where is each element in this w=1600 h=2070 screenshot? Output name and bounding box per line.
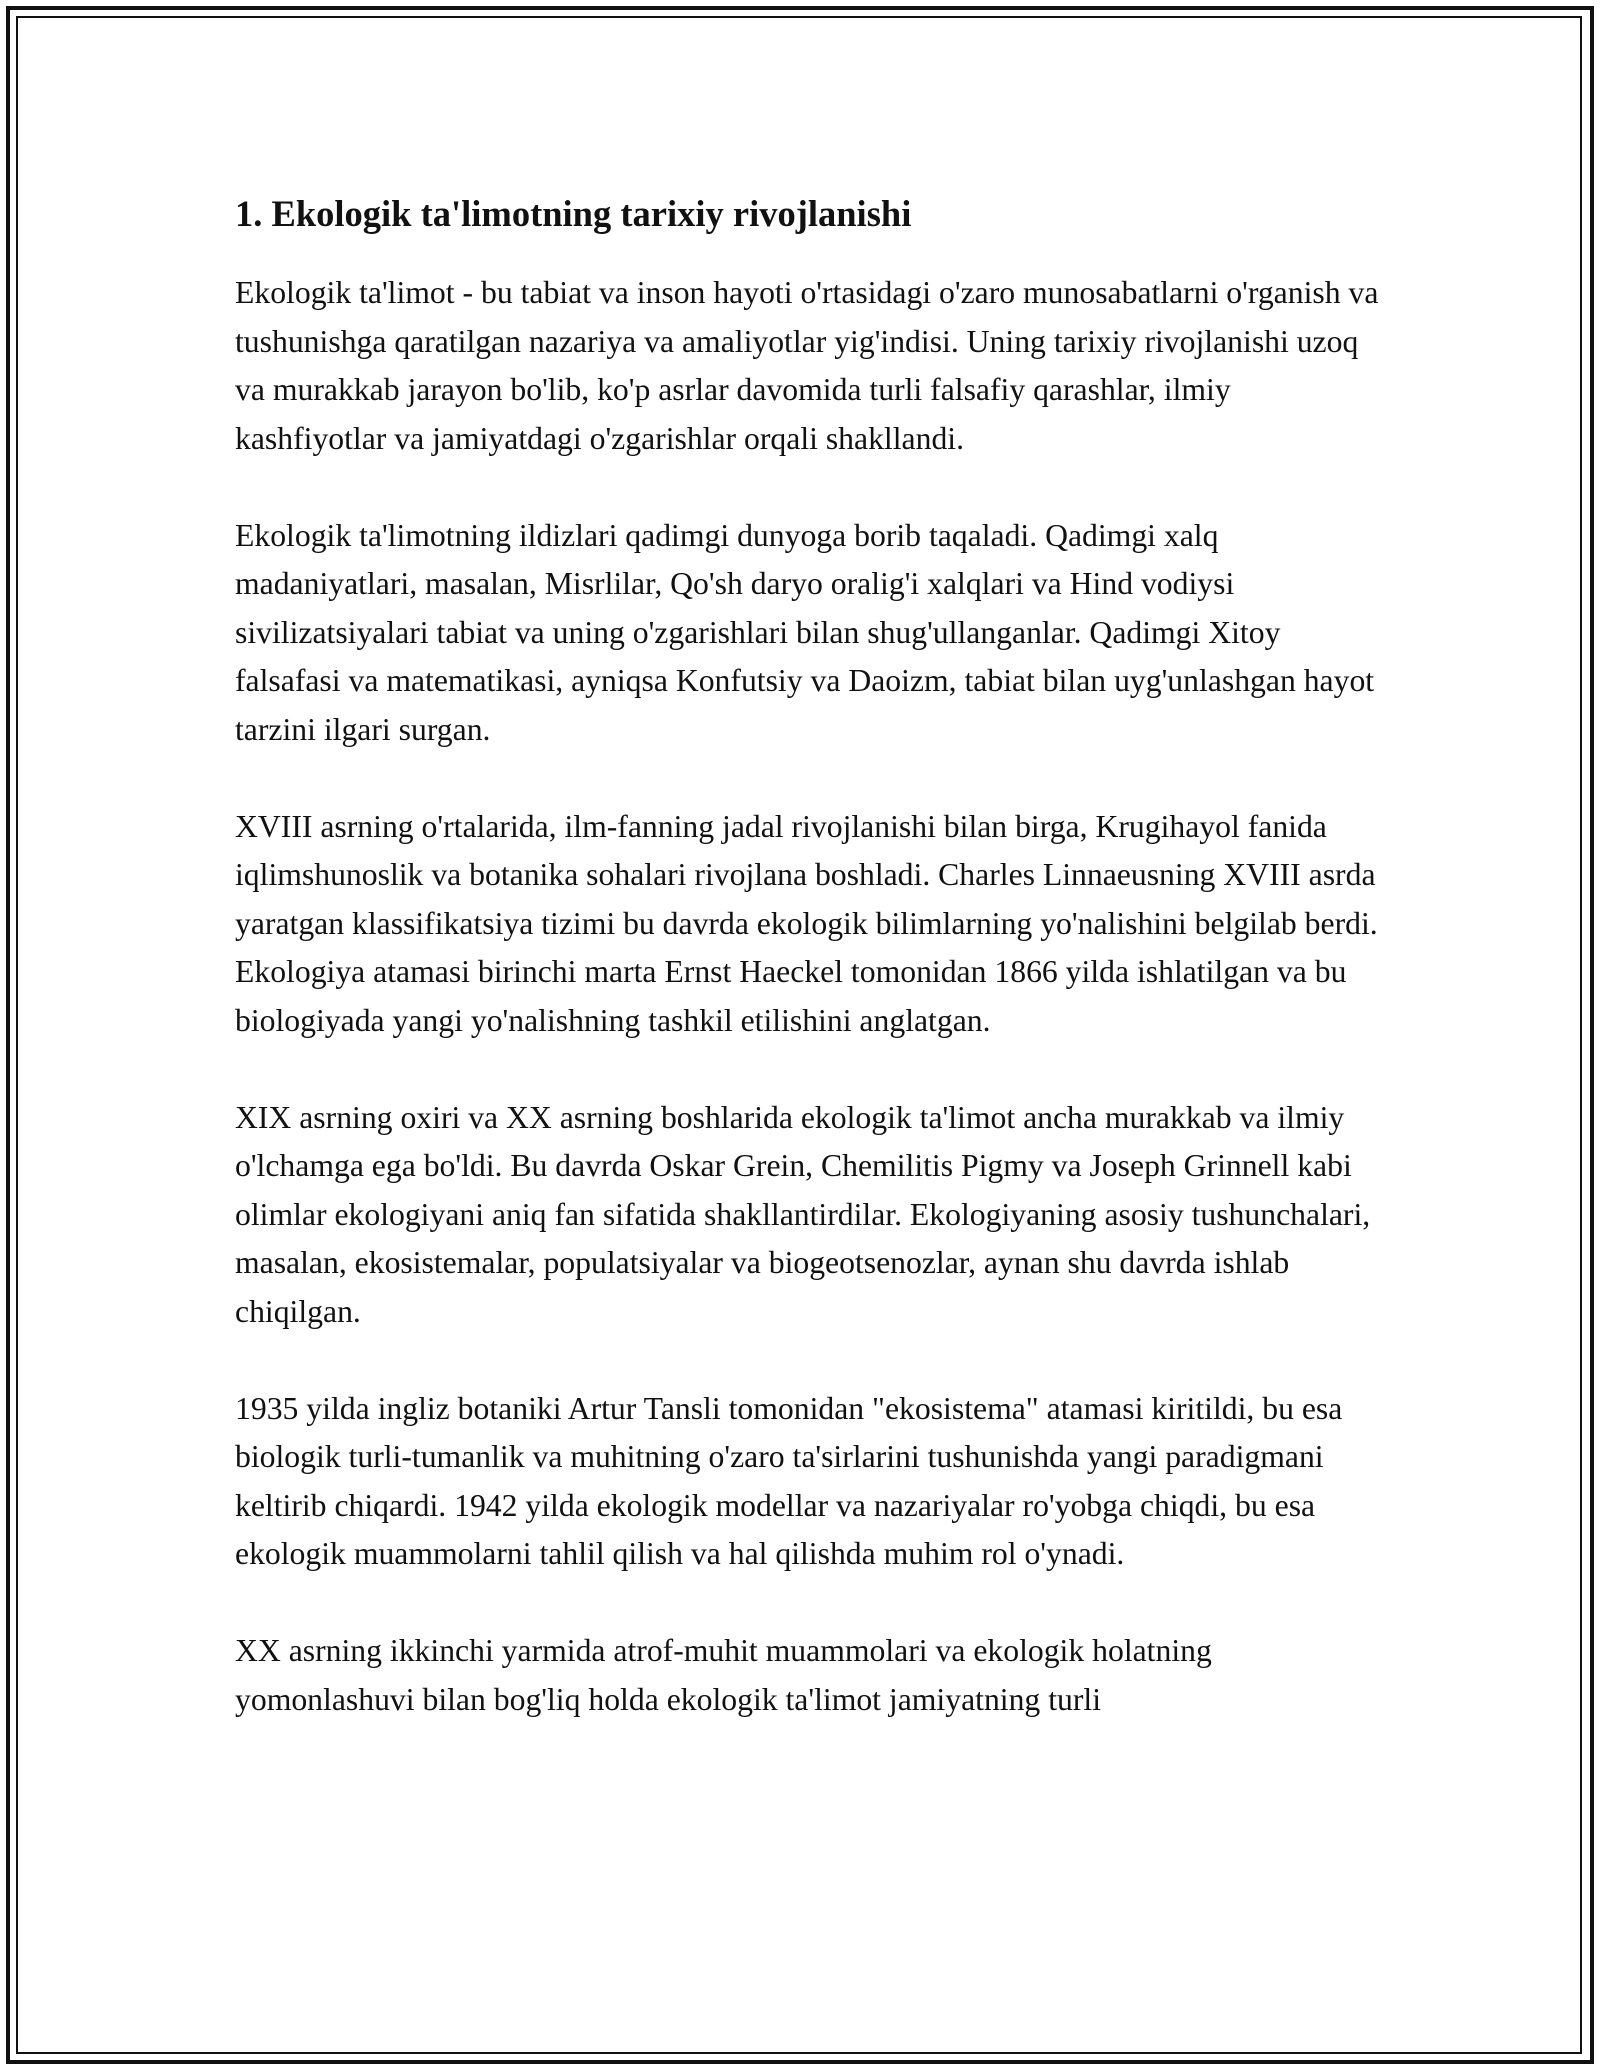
paragraph-18th-century: XVIII asrning o'rtalarida, ilm-fanning jadal rivojlanishi bilan birga, Krugihayol fanida iqlimshunoslik va botanika sohalari rivojlana boshladi. Charles Linnaeusning XVIII asrda yaratgan klassifikatsiya tizimi bu davrda ekologik bilimlarning yo'nalishini belgilab berdi. Ekologiya atamasi birinchi marta Ernst Haeckel tomonidan 1866 yilda ishlatilgan va bu biologiyada yangi yo'nalishning tashkil etilishini anglatgan.	[235, 808, 1378, 1038]
section-heading: 1. Ekologik ta'limotning tarixiy rivojlanishi	[235, 193, 912, 234]
paragraph-20th-century-second-half: XX asrning ikkinchi yarmida atrof-muhit muammolari va ekologik holatning yomonlashuvi bilan bog'liq holda ekologik ta'limot jamiyatning turli	[235, 1633, 1212, 1717]
paragraph-ecosystem-term: 1935 yilda ingliz botaniki Artur Tansli tomonidan "ekosistema" atamasi kiritildi, bu esa biologik turli-tumanlik va muhitning o'zaro ta'sirlarini tushunishda yangi paradigmani keltirib chiqardi. 1942 yilda ekologik modellar va nazariyalar ro'yobga chiqdi, bu esa ekologik muammolarni tahlil qilish va hal qilishda muhim rol o'ynadi.	[235, 1390, 1343, 1571]
paragraph-intro: Ekologik ta'limot - bu tabiat va inson hayoti o'rtasidagi o'zaro munosabatlarni o'rganish va tushunishga qaratilgan nazariya va amaliyotlar yig'indisi. Uning tarixiy rivojlanishi uzoq va murakkab jarayon bo'lib, ko'p asrlar davomida turli falsafiy qarashlar, ilmiy kashfiyotlar va jamiyatdagi o'zgarishlar orqali shakllandi.	[235, 275, 1379, 456]
document-body	[235, 187, 1380, 1724]
paragraph-19th-20th-century: XIX asrning oxiri va XX asrning boshlarida ekologik ta'limot ancha murakkab va ilmiy o'lchamga ega bo'ldi. Bu davrda Oskar Grein, Chemilitis Pigmy va Joseph Grinnell kabi olimlar ekologiyani aniq fan sifatida shakllantirdilar. Ekologiyaning asosiy tushunchalari, masalan, ekosistemalar, populatsiyalar va biogeotsenozlar, aynan shu davrda ishlab chiqilgan.	[235, 1099, 1371, 1329]
paragraph-ancient-roots: Ekologik ta'limotning ildizlari qadimgi dunyoga borib taqaladi. Qadimgi xalq madaniyatlari, masalan, Misrlilar, Qo'sh daryo oralig'i xalqlari va Hind vodiysi sivilizatsiyalari tabiat va uning o'zgarishlari bilan shug'ullanganlar. Qadimgi Xitoy falsafasi va matematikasi, ayniqsa Konfutsiy va Daoizm, tabiat bilan uyg'unlashgan hayot tarzini ilgari surgan.	[235, 517, 1375, 747]
